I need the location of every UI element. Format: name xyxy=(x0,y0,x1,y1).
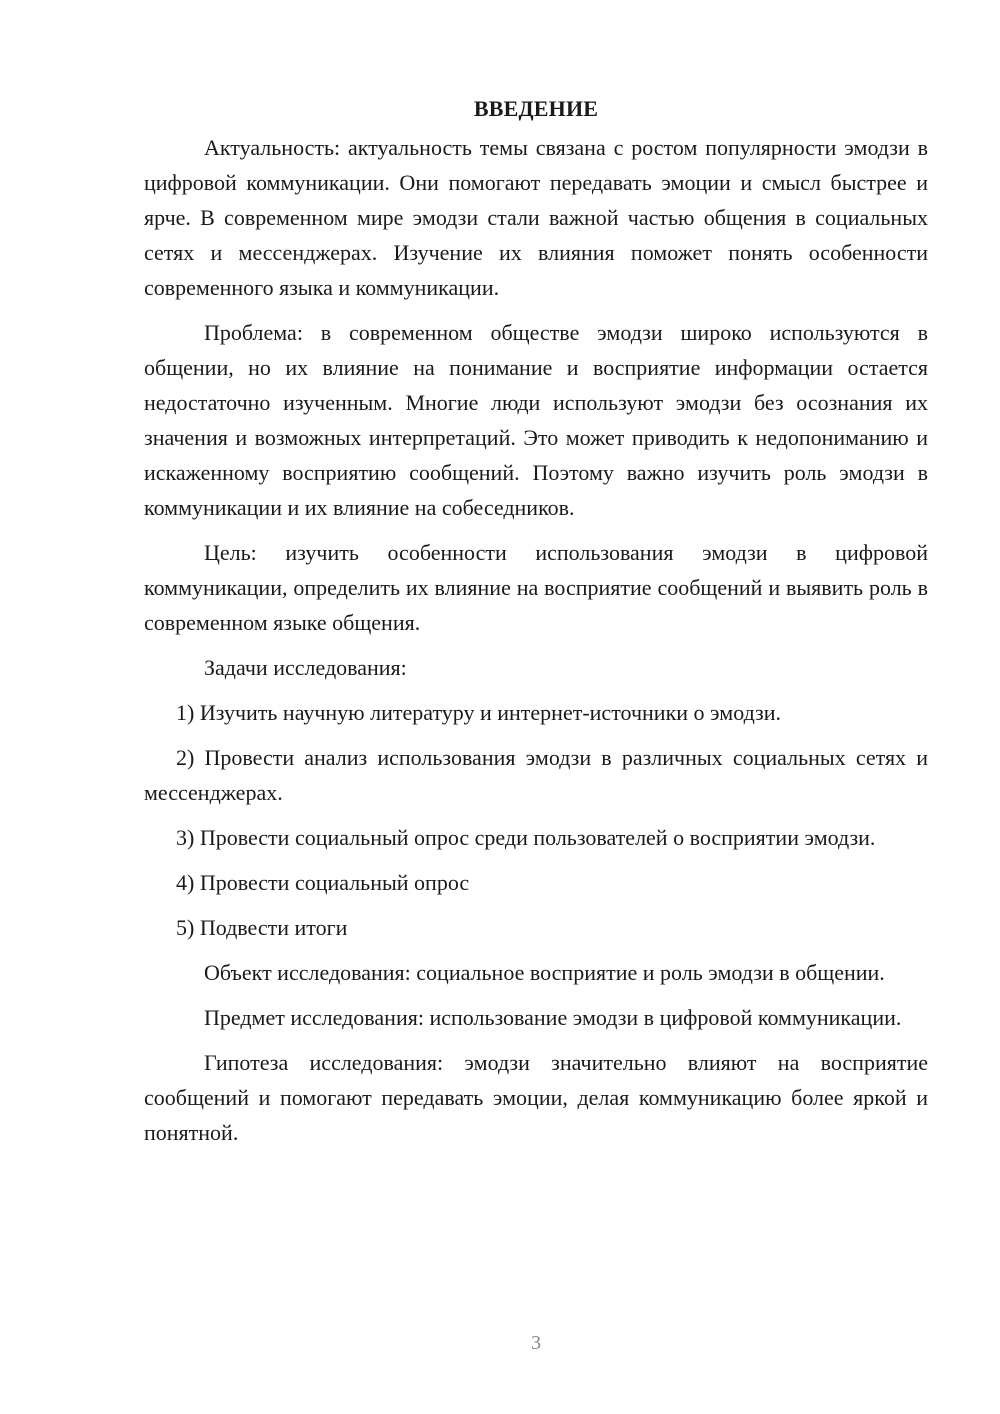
relevance-paragraph: Актуальность: актуальность темы связана с ростом популярности эмодзи в цифровой коммуникации. Они помогают передавать эмоции и смысл быстрее и ярче. В современном мире эмодзи стали важной частью общения в социальных сетях и мессенджерах. Изучение их влияния поможет понять особенности современного языка и коммуникации. xyxy=(144,135,928,300)
page-number: 3 xyxy=(531,1332,541,1354)
problem-paragraph: Проблема: в современном обществе эмодзи широко используются в общении, но их влияние на понимание и восприятие информации остается недостаточно изученным. Многие люди используют эмодзи без осознания их значения и возможных интерпретаций. Это может приводить к недопониманию и искаженному восприятию сообщений. Поэтому важно изучить роль эмодзи в коммуникации и их влияние на собеседников. xyxy=(144,320,928,520)
page-title: ВВЕДЕНИЕ xyxy=(473,96,599,121)
subject-paragraph: Предмет исследования: использование эмодзи в цифровой коммуникации. xyxy=(204,1005,902,1030)
task-item-3: 3) Провести социальный опрос среди пользователей о восприятии эмодзи. xyxy=(176,825,876,850)
goal-paragraph: Цель: изучить особенности использования эмодзи в цифровой коммуникации, определить их влияние на восприятие сообщений и выявить роль в современном языке общения. xyxy=(144,540,928,635)
task-item-2: 2) Провести анализ использования эмодзи в различных социальных сетях и мессенджерах. xyxy=(144,745,928,805)
object-paragraph: Объект исследования: социальное восприятие и роль эмодзи в общении. xyxy=(204,960,885,985)
tasks-heading: Задачи исследования: xyxy=(204,655,407,680)
hypothesis-paragraph: Гипотеза исследования: эмодзи значительно влияют на восприятие сообщений и помогают передавать эмоции, делая коммуникацию более яркой и понятной. xyxy=(144,1050,928,1145)
document-page xyxy=(144,92,928,1160)
task-item-5: 5) Подвести итоги xyxy=(176,915,348,940)
task-item-1: 1) Изучить научную литературу и интернет-источники о эмодзи. xyxy=(176,700,781,725)
task-item-4: 4) Провести социальный опрос xyxy=(176,870,470,895)
